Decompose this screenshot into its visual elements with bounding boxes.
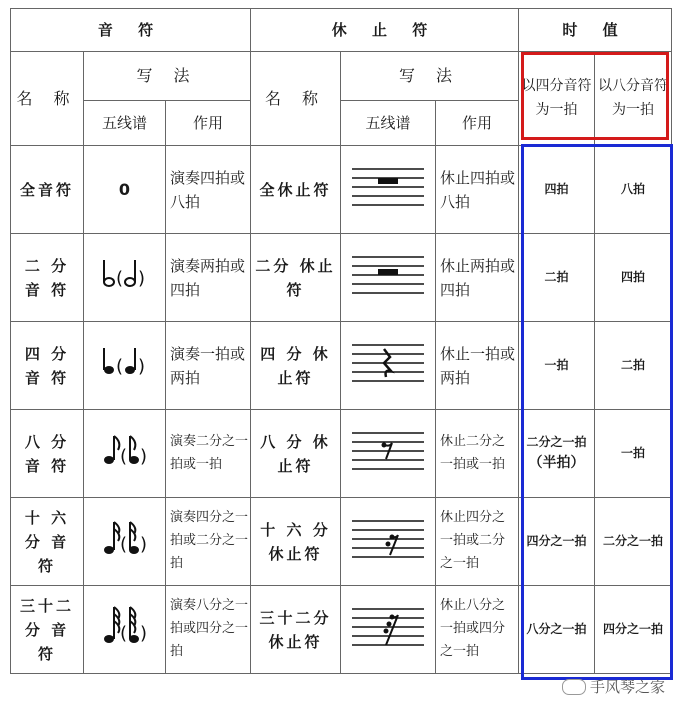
duration-header: 时 值 — [519, 9, 672, 52]
note-name: 全音符 — [11, 146, 84, 234]
svg-text:(: ( — [115, 268, 123, 289]
svg-text:(: ( — [119, 446, 127, 467]
rest-function: 休止四分之一拍或二分之一拍 — [436, 498, 519, 586]
rest-name-header: 名 称 — [251, 52, 341, 146]
thirty-second-note-icon — [84, 586, 166, 674]
rest-function: 休止一拍或两拍 — [436, 322, 519, 410]
rest-name: 四 分 休止符 — [251, 322, 341, 410]
rest-function: 休止两拍或四拍 — [436, 234, 519, 322]
note-function: 演奏二分之一拍或一拍 — [166, 410, 251, 498]
watermark-text: 手风琴之家 — [590, 678, 666, 696]
duration-quarter: 一拍 — [519, 322, 595, 410]
duration-quarter: 四拍 — [519, 146, 595, 234]
duration-quarter: 二拍 — [519, 234, 595, 322]
quarter-note-icon — [84, 322, 166, 410]
notes-header: 音 符 — [11, 9, 251, 52]
whole-note-symbol: 0 — [84, 146, 166, 234]
note-notation-header: 写 法 — [84, 52, 251, 101]
half-note-icon — [84, 234, 166, 322]
quarter-beat-header: 以四分音符为一拍 — [519, 52, 595, 146]
note-function: 演奏四分之一拍或二分之一拍 — [166, 498, 251, 586]
rest-name: 十 六 分 休止符 — [251, 498, 341, 586]
rest-function: 休止二分之一拍或一拍 — [436, 410, 519, 498]
note-function: 演奏一拍或两拍 — [166, 322, 251, 410]
duration-eighth: 四拍 — [595, 234, 672, 322]
svg-text:): ) — [139, 623, 147, 644]
duration-eighth: 八拍 — [595, 146, 672, 234]
note-name: 八 分 音 符 — [11, 410, 84, 498]
svg-text:): ) — [139, 534, 147, 555]
wechat-icon — [562, 679, 586, 695]
duration-eighth: 二分之一拍 — [595, 498, 672, 586]
rest-function: 休止八分之一拍或四分之一拍 — [436, 586, 519, 674]
sixteenth-note-icon — [84, 498, 166, 586]
thirty-second-rest-staff-icon — [341, 586, 436, 674]
eighth-beat-header: 以八分音符为一拍 — [595, 52, 672, 146]
duration-eighth: 四分之一拍 — [595, 586, 672, 674]
rest-name: 全休止符 — [251, 146, 341, 234]
whole-rest-staff-icon — [341, 146, 436, 234]
svg-text:): ) — [137, 356, 145, 377]
svg-text:): ) — [137, 268, 145, 289]
rest-function: 休止四拍或八拍 — [436, 146, 519, 234]
duration-quarter: 四分之一拍 — [519, 498, 595, 586]
eighth-note-icon — [84, 410, 166, 498]
eighth-rest-staff-icon — [341, 410, 436, 498]
note-function: 演奏两拍或四拍 — [166, 234, 251, 322]
rest-staff-header: 五线谱 — [341, 101, 436, 146]
rest-name: 三十二分 休止符 — [251, 586, 341, 674]
svg-text:(: ( — [119, 534, 127, 555]
note-function: 演奏八分之一拍或四分之一拍 — [166, 586, 251, 674]
duration-quarter: 八分之一拍 — [519, 586, 595, 674]
svg-text:(: ( — [119, 623, 127, 644]
rest-name: 八 分 休止符 — [251, 410, 341, 498]
duration-eighth: 一拍 — [595, 410, 672, 498]
svg-text:(: ( — [115, 356, 123, 377]
duration-quarter: 二分之一拍 （半拍） — [519, 410, 595, 498]
rest-name: 二分 休止符 — [251, 234, 341, 322]
rests-header: 休 止 符 — [251, 9, 519, 52]
rest-notation-header: 写 法 — [341, 52, 519, 101]
note-name: 三十二分 音 符 — [11, 586, 84, 674]
rest-function-header: 作用 — [436, 101, 519, 146]
note-staff-header: 五线谱 — [84, 101, 166, 146]
note-name: 十 六 分 音 符 — [11, 498, 84, 586]
note-function-header: 作用 — [166, 101, 251, 146]
quarter-rest-staff-icon — [341, 322, 436, 410]
watermark — [562, 676, 665, 697]
half-rest-staff-icon — [341, 234, 436, 322]
svg-text:): ) — [139, 446, 147, 467]
note-name-header: 名 称 — [11, 52, 84, 146]
header-highlight-box — [521, 52, 669, 140]
note-function: 演奏四拍或八拍 — [166, 146, 251, 234]
sixteenth-rest-staff-icon — [341, 498, 436, 586]
duration-highlight-box — [521, 144, 673, 680]
note-name: 二 分 音 符 — [11, 234, 84, 322]
note-name: 四 分 音 符 — [11, 322, 84, 410]
duration-eighth: 二拍 — [595, 322, 672, 410]
